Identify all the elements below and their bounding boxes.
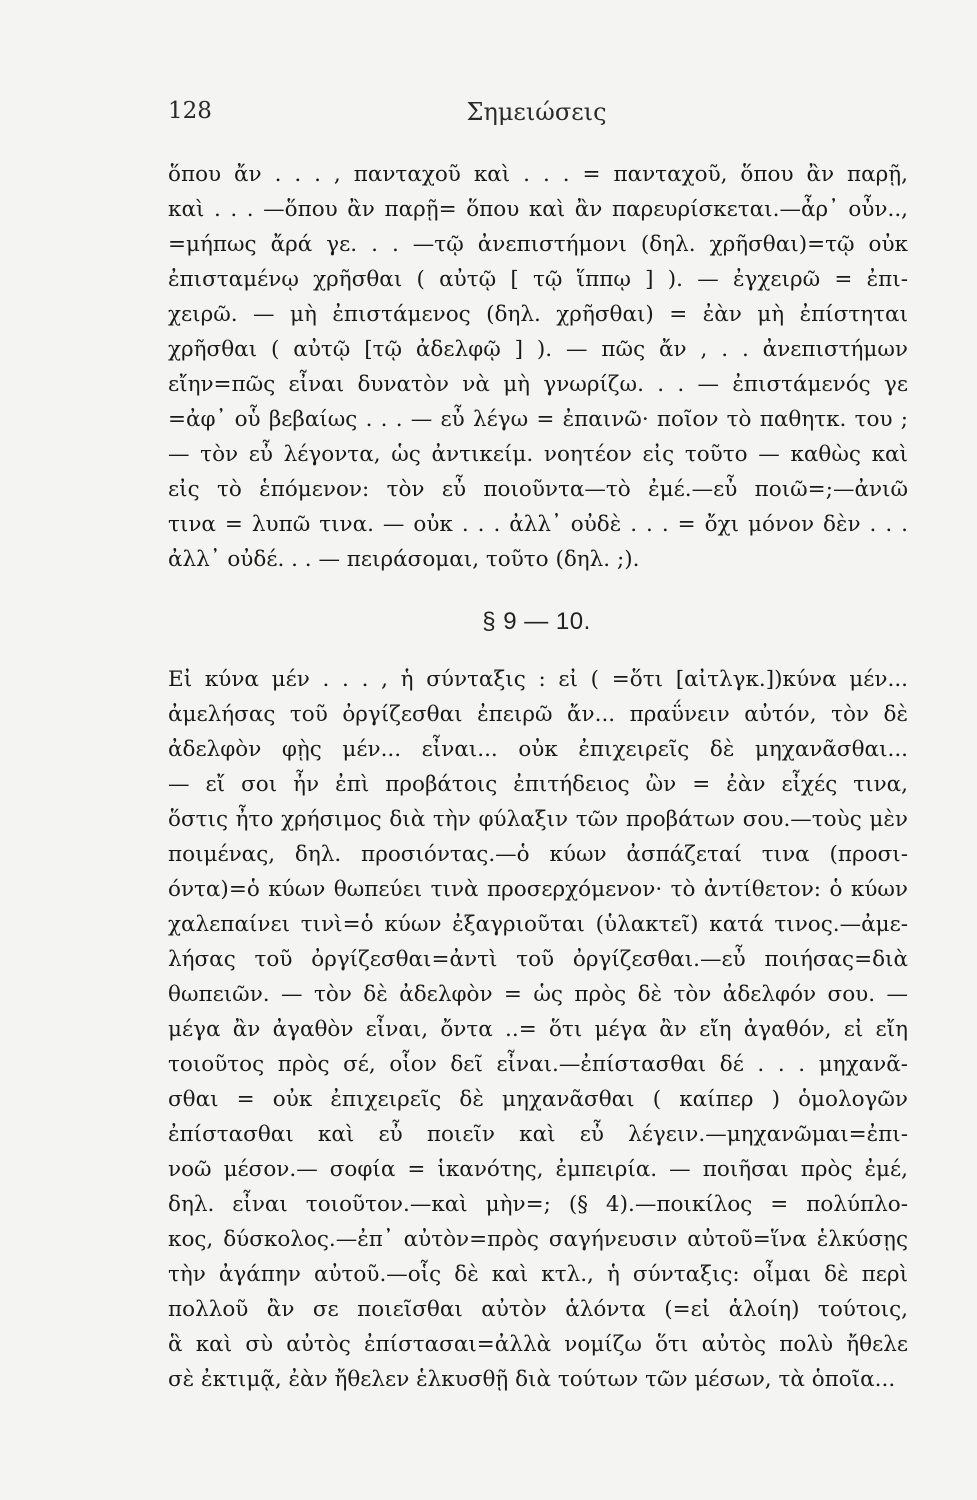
text-line: — εἴ σοι ἦν ἐπὶ προβάτοις ἐπιτήδειος ὢν = ἐὰν εἶχές τινα, xyxy=(168,772,908,797)
text-line: δηλ. εἶναι τοιοῦτον.—καὶ μὴν=; (§ 4).—ποικίλος = πολύπλο- xyxy=(168,1192,908,1217)
page-number: 128 xyxy=(168,98,212,124)
notes-paragraph-2 xyxy=(168,662,908,1397)
text-line: ὅπου ἄν . . . , πανταχοῦ καὶ . . . = πανταχοῦ, ὅπου ἂν παρῇ, xyxy=(168,162,908,187)
text-line: λήσας τοῦ ὀργίζεσθαι=ἀντὶ τοῦ ὀργίζεσθαι.—εὖ ποιήσας=διὰ xyxy=(168,947,908,972)
text-line: χειρῶ. — μὴ ἐπιστάμενος (δηλ. χρῆσθαι) = ἐὰν μὴ ἐπίστηται xyxy=(168,302,908,327)
text-line: σθαι = οὐκ ἐπιχειρεῖς δὲ μηχανᾶσθαι ( καίπερ ) ὁμολογῶν xyxy=(168,1087,908,1112)
text-line: ἀλλ᾽ οὐδέ. . . — πειράσομαι, τοῦτο (δηλ. ;). xyxy=(168,547,640,572)
text-line: καὶ . . . —ὅπου ἂν παρῇ= ὅπου καὶ ἂν παρευρίσκεται.—ἆρ᾽ οὖν.., xyxy=(168,197,908,222)
text-line: εἴην=πῶς εἶναι δυνατὸν νὰ μὴ γνωρίζω. . . — ἐπιστάμενός γε xyxy=(168,372,908,397)
text-line: πολλοῦ ἂν σε ποιεῖσθαι αὐτὸν ἁλόντα (=εἰ ἁλοίη) τούτοις, xyxy=(168,1297,908,1322)
text-line: ἐπίστασθαι καὶ εὖ ποιεῖν καὶ εὖ λέγειν.—μηχανῶμαι=ἐπι- xyxy=(168,1122,908,1147)
text-line: ἀδελφὸν φῂς μέν... εἶναι... οὐκ ἐπιχειρεῖς δὲ μηχανᾶσθαι... xyxy=(168,737,908,762)
text-line: ἀμελήσας τοῦ ὀργίζεσθαι ἐπειρῶ ἄν... πραΰνειν αὐτόν, τὸν δὲ xyxy=(168,702,908,727)
text-line: σὲ ἐκτιμᾷ, ἐὰν ἤθελεν ἑλκυσθῇ διὰ τούτων τῶν μέσων, τὰ ὁποῖα... xyxy=(168,1367,896,1392)
text-line: ὅστις ἦτο χρήσιμος διὰ τὴν φύλαξιν τῶν προβάτων σου.—τοὺς μὲν xyxy=(168,807,908,832)
text-line: μέγα ἂν ἀγαθὸν εἶναι, ὄντα ..= ὅτι μέγα ἂν εἴη ἀγαθόν, εἰ εἴη xyxy=(168,1017,908,1042)
text-line: εἰς τὸ ἑπόμενον: τὸν εὖ ποιοῦντα—τὸ ἐμέ.—εὖ ποιῶ=;—ἀνιῶ xyxy=(168,477,908,502)
text-line: ἐπισταμένῳ χρῆσθαι ( αὐτῷ [ τῷ ἵππῳ ] ). — ἐγχειρῶ = ἐπι- xyxy=(168,267,908,292)
text-line: χρῆσθαι ( αὐτῷ [τῷ ἀδελφῷ ] ). — πῶς ἄν , . . ἀνεπιστήμων xyxy=(168,337,908,362)
text-line: =ἀφ᾽ οὗ βεβαίως . . . — εὖ λέγω = ἐπαινῶ· ποῖον τὸ παθητκ. του ; xyxy=(168,407,908,432)
page-header xyxy=(168,98,905,138)
text-line: τινα = λυπῶ τινα. — οὐκ . . . ἀλλ᾽ οὐδὲ . . . = ὄχι μόνον δὲν . . . xyxy=(168,512,908,537)
text-line: ποιμένας, δηλ. προσιόντας.—ὁ κύων ἀσπάζεταί τινα (προσι- xyxy=(168,842,908,867)
text-line: Εἰ κύνα μέν . . . , ἡ σύνταξις : εἰ ( =ὅτι [αἰτλγκ.])κύνα μέν... xyxy=(168,667,908,692)
text-line: νοῶ μέσον.— σοφία = ἱκανότης, ἐμπειρία. — ποιῆσαι πρὸς ἐμέ, xyxy=(168,1157,908,1182)
running-title: Σημειώσεις xyxy=(466,98,607,126)
text-line: ἃ καὶ σὺ αὐτὸς ἐπίστασαι=ἀλλὰ νομίζω ὅτι αὐτὸς πολὺ ἤθελε xyxy=(168,1332,908,1357)
section-heading: § 9 — 10. xyxy=(482,608,591,635)
text-line: χαλεπαίνει τινὶ=ὁ κύων ἐξαγριοῦται (ὑλακτεῖ) κατά τινος.—ἀμε- xyxy=(168,912,908,937)
notes-paragraph-1 xyxy=(168,157,908,577)
text-line: — τὸν εὖ λέγοντα, ὡς ἀντικείμ. νοητέον εἰς τοῦτο — καθὼς καὶ xyxy=(168,442,908,467)
text-line: όντα)=ὁ κύων θωπεύει τινὰ προσερχόμενον· τὸ ἀντίθετον: ὁ κύων xyxy=(168,877,908,902)
text-line: τοιοῦτος πρὸς σέ, οἷον δεῖ εἶναι.—ἐπίστασθαι δέ . . . μηχανᾶ- xyxy=(168,1052,908,1077)
text-line: τὴν ἀγάπην αὐτοῦ.—οἷς δὲ καὶ κτλ., ἡ σύνταξις: οἶμαι δὲ περὶ xyxy=(168,1262,908,1287)
text-line: =μήπως ἄρά γε. . . —τῷ ἀνεπιστήμονι (δηλ. χρῆσθαι)=τῷ οὐκ xyxy=(168,232,908,257)
text-line: θωπειῶν. — τὸν δὲ ἀδελφὸν = ὡς πρὸς δὲ τὸν ἀδελφόν σου. — xyxy=(168,982,908,1007)
text-line: κος, δύσκολος.—ἐπ᾽ αὐτὸν=πρὸς σαγήνευσιν αὐτοῦ=ἵνα ἑλκύσῃς xyxy=(168,1227,908,1252)
